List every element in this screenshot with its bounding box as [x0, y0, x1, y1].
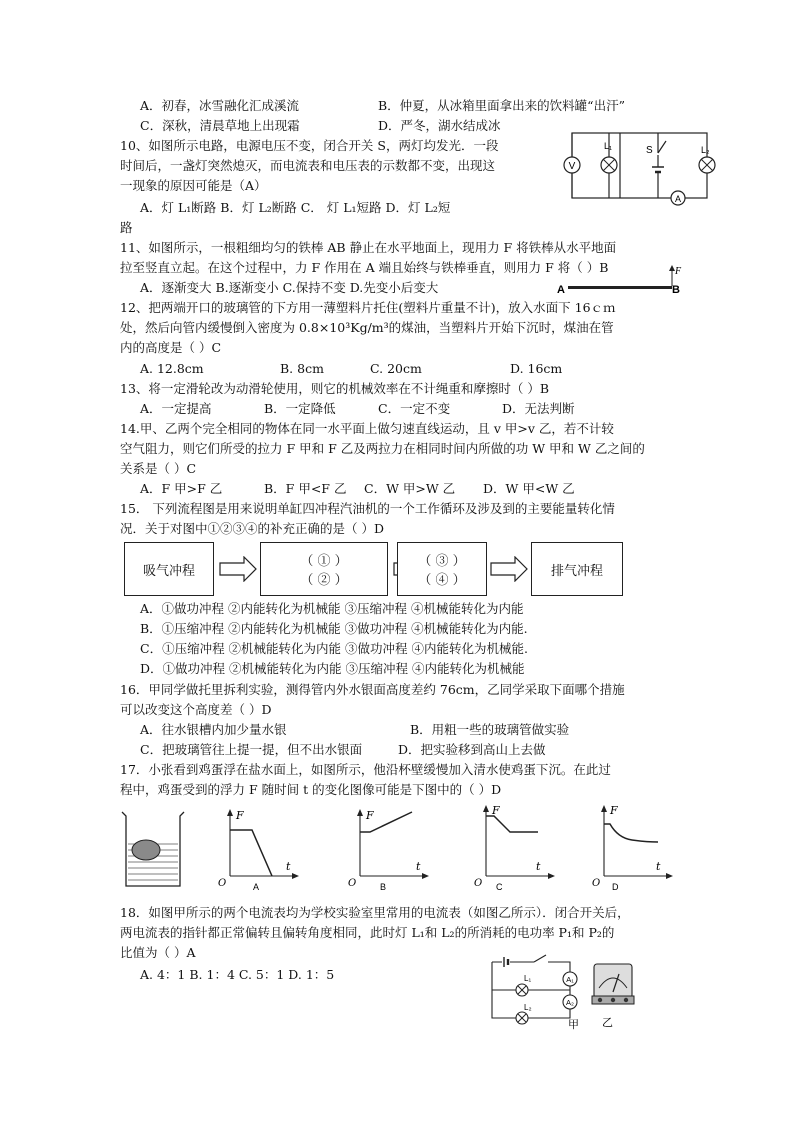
graph-a [210, 806, 300, 890]
switch-icon [534, 955, 548, 966]
lamp-l1-label: L₁ [524, 974, 532, 983]
lamp-l2-label: L₂ [701, 145, 710, 155]
beaker-with-egg-diagram [118, 808, 188, 890]
lamp-l1-icon [516, 974, 531, 996]
flow-step-3: （ ③ ） [418, 554, 466, 569]
ammeter-a1-icon [563, 972, 577, 986]
q11-options: A．逐渐变大 B.逐渐变小 C.保持不变 D.先变小后变大 [140, 280, 439, 295]
q15-text-line2: 况．关于对图中①②③④的补充正确的是（ ）D [120, 521, 384, 536]
q16-option-d: D．把实验移到高山上去做 [398, 742, 546, 757]
flow-box-intake-label: 吸气冲程 [142, 563, 195, 579]
q14-option-a: A．F 甲>F 乙 [140, 481, 223, 496]
q15-option-a: A．①做功冲程 ②内能转化为机械能 ③压缩冲程 ④机械能转化为内能 [140, 601, 524, 616]
lamp-l2-label: L₂ [524, 1003, 532, 1012]
flow-step-1: （ ① ） [300, 554, 348, 569]
q13-option-a: A．一定提高 [140, 401, 212, 416]
q10-circuit-diagram [560, 125, 720, 213]
graph-b-caption: B [380, 882, 387, 890]
figure-jia-caption: 甲 [568, 1019, 579, 1030]
force-f-label: F [675, 266, 682, 277]
q15-option-c: C．①压缩冲程 ②机械能转化为内能 ③做功冲程 ④内能转化为机械能. [140, 641, 528, 656]
q15-option-d: D．①做功冲程 ②机械能转化为内能 ③压缩冲程 ④内能转化为机械能 [140, 661, 525, 676]
q17-text-line2: 程中，鸡蛋受到的浮力 F 随时间 t 的变化图像可能是下图中的（ ）D [120, 782, 502, 797]
graph-a-f-label: F [236, 809, 244, 822]
flow-box-steps-1-2 [260, 542, 388, 596]
q18-ammeter-device-yi [590, 958, 636, 1028]
q11-text-line1: 11、如图所示，一根粗细均匀的铁棒 AB 静止在水平地面上，现用力 F 将铁棒从水平地面 [120, 240, 617, 255]
ammeter-a2-label: A₂ [566, 998, 574, 1007]
q16-option-a: A．往水银槽内加少量水银 [140, 722, 287, 737]
q18-text-line1: 18．如图甲所示的两个电流表均为学校实验室里常用的电流表（如图乙所示）．闭合开关后， [120, 905, 630, 920]
graph-c-caption: C [496, 882, 503, 890]
graph-a-origin-label: O [218, 878, 227, 889]
flow-arrow-icon [489, 556, 529, 582]
q10-text-line2: 时间后，一盏灯突然熄灭，而电流表和电压表的示数都不变，出现这 [120, 158, 496, 173]
q12-text-line1: 12、把两端开口的玻璃管的下方用一薄塑料片托住(塑料片重量不计)，放入水面下 16ｃｍ [120, 300, 616, 315]
q9-option-c: C．深秋，清晨草地上出现霜 [140, 118, 300, 133]
graph-b-t-label: t [416, 860, 421, 873]
q14-text-line1: 14.甲、乙两个完全相同的物体在同一水平面上做匀速直线运动，且 v 甲>v 乙，若不计较 [120, 421, 614, 436]
flow-box-intake-stroke [124, 542, 214, 596]
ammeter-label: A [674, 194, 682, 204]
q16-option-b: B．用粗一些的玻璃管做实验 [410, 722, 570, 737]
battery-icon [652, 155, 664, 198]
q15-option-b: B．①压缩冲程 ②内能转化为机械能 ③做功冲程 ④机械能转化为内能. [140, 621, 528, 636]
q12-text-line3: 内的高度是（ ）C [120, 340, 222, 355]
q14-text-line2: 空气阻力，则它们所受的拉力 F 甲和 F 乙及两拉力在相同时间内所做的功 W 甲和 W 乙之间的 [120, 441, 645, 456]
graph-c [466, 802, 556, 890]
graph-c-f-label: F [492, 804, 500, 817]
q14-text-line3: 关系是（ ）C [120, 461, 197, 476]
flow-box-exhaust-label: 排气冲程 [550, 563, 603, 579]
q14-option-d: D．W 甲<W 乙 [483, 481, 575, 496]
egg-icon [132, 840, 160, 860]
ammeter-a1-label: A₁ [566, 975, 574, 984]
q12-option-d: D. 16cm [510, 361, 563, 376]
q16-text-line1: 16．甲同学做托里拆利实验，测得管内外水银面高度差约 76cm，乙同学采取下面哪个措施 [120, 682, 625, 697]
voltmeter-icon [564, 157, 580, 173]
q11-iron-rod-diagram [556, 262, 686, 296]
q13-option-b: B．一定降低 [264, 401, 336, 416]
lamp-l2-icon [699, 145, 715, 173]
lamp-l1-label: L₁ [604, 141, 613, 151]
graph-c-origin-label: O [474, 878, 483, 889]
q12-option-b: B. 8cm [280, 361, 324, 376]
q17-text-line1: 17．小张看到鸡蛋浮在盐水面上，如图所示，他沿杯壁缓慢加入清水使鸡蛋下沉。在此过 [120, 762, 611, 777]
q9-option-b: B．仲夏，从冰箱里面拿出来的饮料罐“出汗” [378, 98, 625, 113]
graph-c-t-label: t [536, 860, 541, 873]
q13-text-line1: 13、将一定滑轮改为动滑轮使用，则它的机械效率在不计绳重和摩擦时（ ）B [120, 381, 550, 396]
switch-label: S [646, 145, 653, 156]
q11-text-line2: 拉至竖直立起。在这个过程中，力 F 作用在 A 端且始终与铁棒垂直，则用力 F 将（ ）B [120, 260, 609, 275]
q9-option-a: A．初春，冰雪融化汇成溪流 [140, 98, 300, 113]
graph-a-t-label: t [286, 860, 291, 873]
q13-option-c: C．一定不变 [378, 401, 451, 416]
q14-option-c: C．W 甲>W 乙 [364, 481, 456, 496]
q14-option-b: B．F 甲<F 乙 [264, 481, 347, 496]
q18-options: A. 4：1 B. 1：4 C. 5：1 D. 1：5 [140, 967, 335, 982]
q10-text-line1: 10、如图所示电路，电源电压不变，闭合开关 S，两灯均发光．一段 [120, 138, 499, 153]
graph-b [340, 806, 430, 890]
q16-text-line2: 可以改变这个高度差（ ）D [120, 702, 272, 717]
graph-d-curve [604, 824, 658, 842]
graph-d-origin-label: O [592, 878, 601, 889]
flow-arrow-icon [218, 556, 258, 582]
flow-box-exhaust-stroke [531, 542, 623, 596]
graph-b-origin-label: O [348, 878, 357, 889]
rod-end-a-label: A [557, 284, 565, 296]
flow-step-4: （ ④ ） [418, 573, 466, 588]
rod-end-b-label: B [672, 284, 680, 296]
ammeter-icon [671, 191, 685, 205]
graph-a-curve [230, 830, 272, 876]
voltmeter-label: V [568, 161, 576, 172]
q18-text-line2: 两电流表的指针都正常偏转且偏转角度相同，此时灯 L₁和 L₂的所消耗的电功率 P₁和 P₂的 [120, 925, 615, 940]
lamp-l2-icon [516, 1003, 532, 1024]
q12-option-a: A. 12.8cm [140, 361, 204, 376]
graph-c-curve [486, 816, 538, 832]
graph-a-caption: A [253, 882, 260, 890]
battery-icon [502, 957, 510, 967]
flow-step-2: （ ② ） [300, 573, 348, 588]
q16-option-c: C．把玻璃管往上提一提，但不出水银面 [140, 742, 363, 757]
switch-s-icon [646, 133, 666, 156]
figure-yi-caption: 乙 [602, 1017, 613, 1028]
graph-b-f-label: F [366, 809, 374, 822]
q9-option-d: D．严冬，湖水结成冰 [378, 118, 501, 133]
graph-d [584, 802, 674, 890]
ammeter-a2-icon [563, 995, 577, 1009]
graph-d-t-label: t [656, 860, 661, 873]
q18-text-line3: 比值为（ ）A [120, 945, 196, 960]
q13-option-d: D．无法判断 [502, 401, 575, 416]
q10-text-line3: 一现象的原因可能是（A） [120, 178, 267, 193]
q10-text-line5: 路 [120, 220, 133, 235]
q18-circuit-jia [488, 952, 584, 1030]
graph-d-f-label: F [610, 804, 618, 817]
iron-rod [568, 286, 672, 289]
graph-d-caption: D [612, 882, 619, 890]
q12-text-line2: 处，然后向管内缓慢倒入密度为 0.8×10³Kg/m³的煤油，当塑料片开始下沉时，煤油在管 [120, 320, 614, 335]
q12-option-c: C. 20cm [370, 361, 422, 376]
q10-options: A．灯 L₁断路 B．灯 L₂断路 C． 灯 L₁短路 D．灯 L₂短 [140, 200, 451, 215]
q15-text-line1: 15． 下列流程图是用来说明单缸四冲程汽油机的一个工作循环及涉及到的主要能量转化情 [120, 501, 615, 516]
flow-box-steps-3-4 [397, 542, 487, 596]
